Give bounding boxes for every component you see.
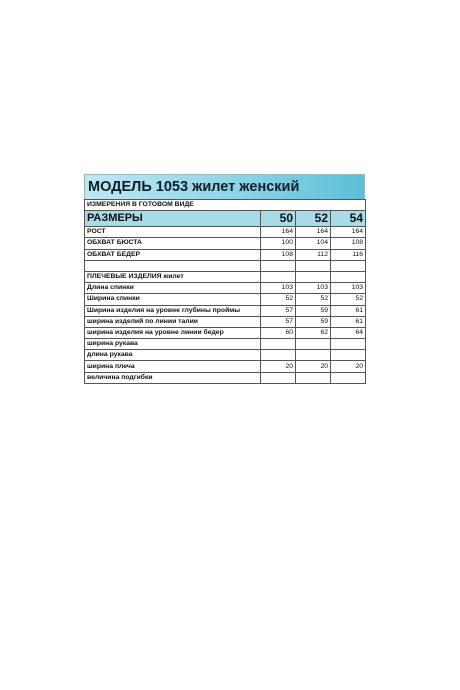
measurement-label: ОБХВАТ БЕДЕР [85,249,261,260]
sheet-title: МОДЕЛЬ 1053 жилет женский [84,174,365,199]
measurement-value: 164 [331,227,366,238]
table-row [85,294,366,305]
measurement-value [261,260,296,271]
measurement-value [331,372,366,383]
measurement-label: РОСТ [85,227,261,238]
measurement-value [261,372,296,383]
measurement-value [331,339,366,350]
measurement-value: 59 [296,316,331,327]
measurement-value: 61 [331,305,366,316]
table-row [85,283,366,294]
size-cell: 54 [331,211,366,227]
measurement-value: 100 [261,238,296,249]
table-row [85,271,366,282]
size-cell: 52 [296,211,331,227]
measurement-value: 103 [331,283,366,294]
measurement-value: 103 [296,283,331,294]
table-row [85,227,366,238]
measurement-value: 108 [331,238,366,249]
measurement-value: 62 [296,327,331,338]
measurement-label: ширина рукава [85,339,261,350]
measurement-value [296,350,331,361]
table-row [85,350,366,361]
measurement-value [296,339,331,350]
measurement-value: 52 [261,294,296,305]
measurement-value: 64 [331,327,366,338]
measurement-label: ширина плеча [85,361,261,372]
table-row [85,316,366,327]
size-table [84,199,366,384]
measurement-value: 60 [261,327,296,338]
measurement-value [296,372,331,383]
measurement-value [296,260,331,271]
measurement-value [261,339,296,350]
measurement-value: 164 [261,227,296,238]
size-cell: 50 [261,211,296,227]
measurement-value [331,271,366,282]
measurement-label [85,260,261,271]
measurement-value: 116 [331,249,366,260]
measurement-label: Длина спинки [85,283,261,294]
measurement-value [296,271,331,282]
measurement-value [261,271,296,282]
table-row [85,327,366,338]
measurement-value: 59 [296,305,331,316]
subtitle-cell: ИЗМЕРЕНИЯ В ГОТОВОМ ВИДЕ [85,200,366,211]
measurement-label: величина подгибки [85,372,261,383]
measurement-value: 20 [296,361,331,372]
measurement-value: 104 [296,238,331,249]
measurement-value: 112 [296,249,331,260]
measurement-label: ширина изделия на уровне линии бедер [85,327,261,338]
sizes-header-row [85,211,366,227]
measurement-value: 20 [331,361,366,372]
sizes-label: РАЗМЕРЫ [85,211,261,227]
measurement-value: 57 [261,305,296,316]
measurement-value: 52 [296,294,331,305]
measurement-label: ширина изделий по линии талии [85,316,261,327]
table-row [85,260,366,271]
measurement-value [331,260,366,271]
subtitle-row [85,200,366,211]
measurement-value: 20 [261,361,296,372]
table-row [85,249,366,260]
table-row [85,238,366,249]
measurement-value: 57 [261,316,296,327]
table-row [85,372,366,383]
measurement-value: 108 [261,249,296,260]
measurement-label: Ширина изделия на уровне глубины проймы [85,305,261,316]
measurement-value: 103 [261,283,296,294]
measurement-value: 61 [331,316,366,327]
measurement-label: ОБХВАТ БЮСТА [85,238,261,249]
measurement-label: длина рукава [85,350,261,361]
measurement-value [261,350,296,361]
measurement-value [331,350,366,361]
measurement-label: ПЛЕЧЕВЫЕ ИЗДЕЛИЯ жилет [85,271,261,282]
measurement-label: Ширина спинки [85,294,261,305]
table-row [85,339,366,350]
size-chart-sheet [84,174,365,384]
table-row [85,361,366,372]
table-row [85,305,366,316]
measurement-value: 164 [296,227,331,238]
measurement-value: 52 [331,294,366,305]
